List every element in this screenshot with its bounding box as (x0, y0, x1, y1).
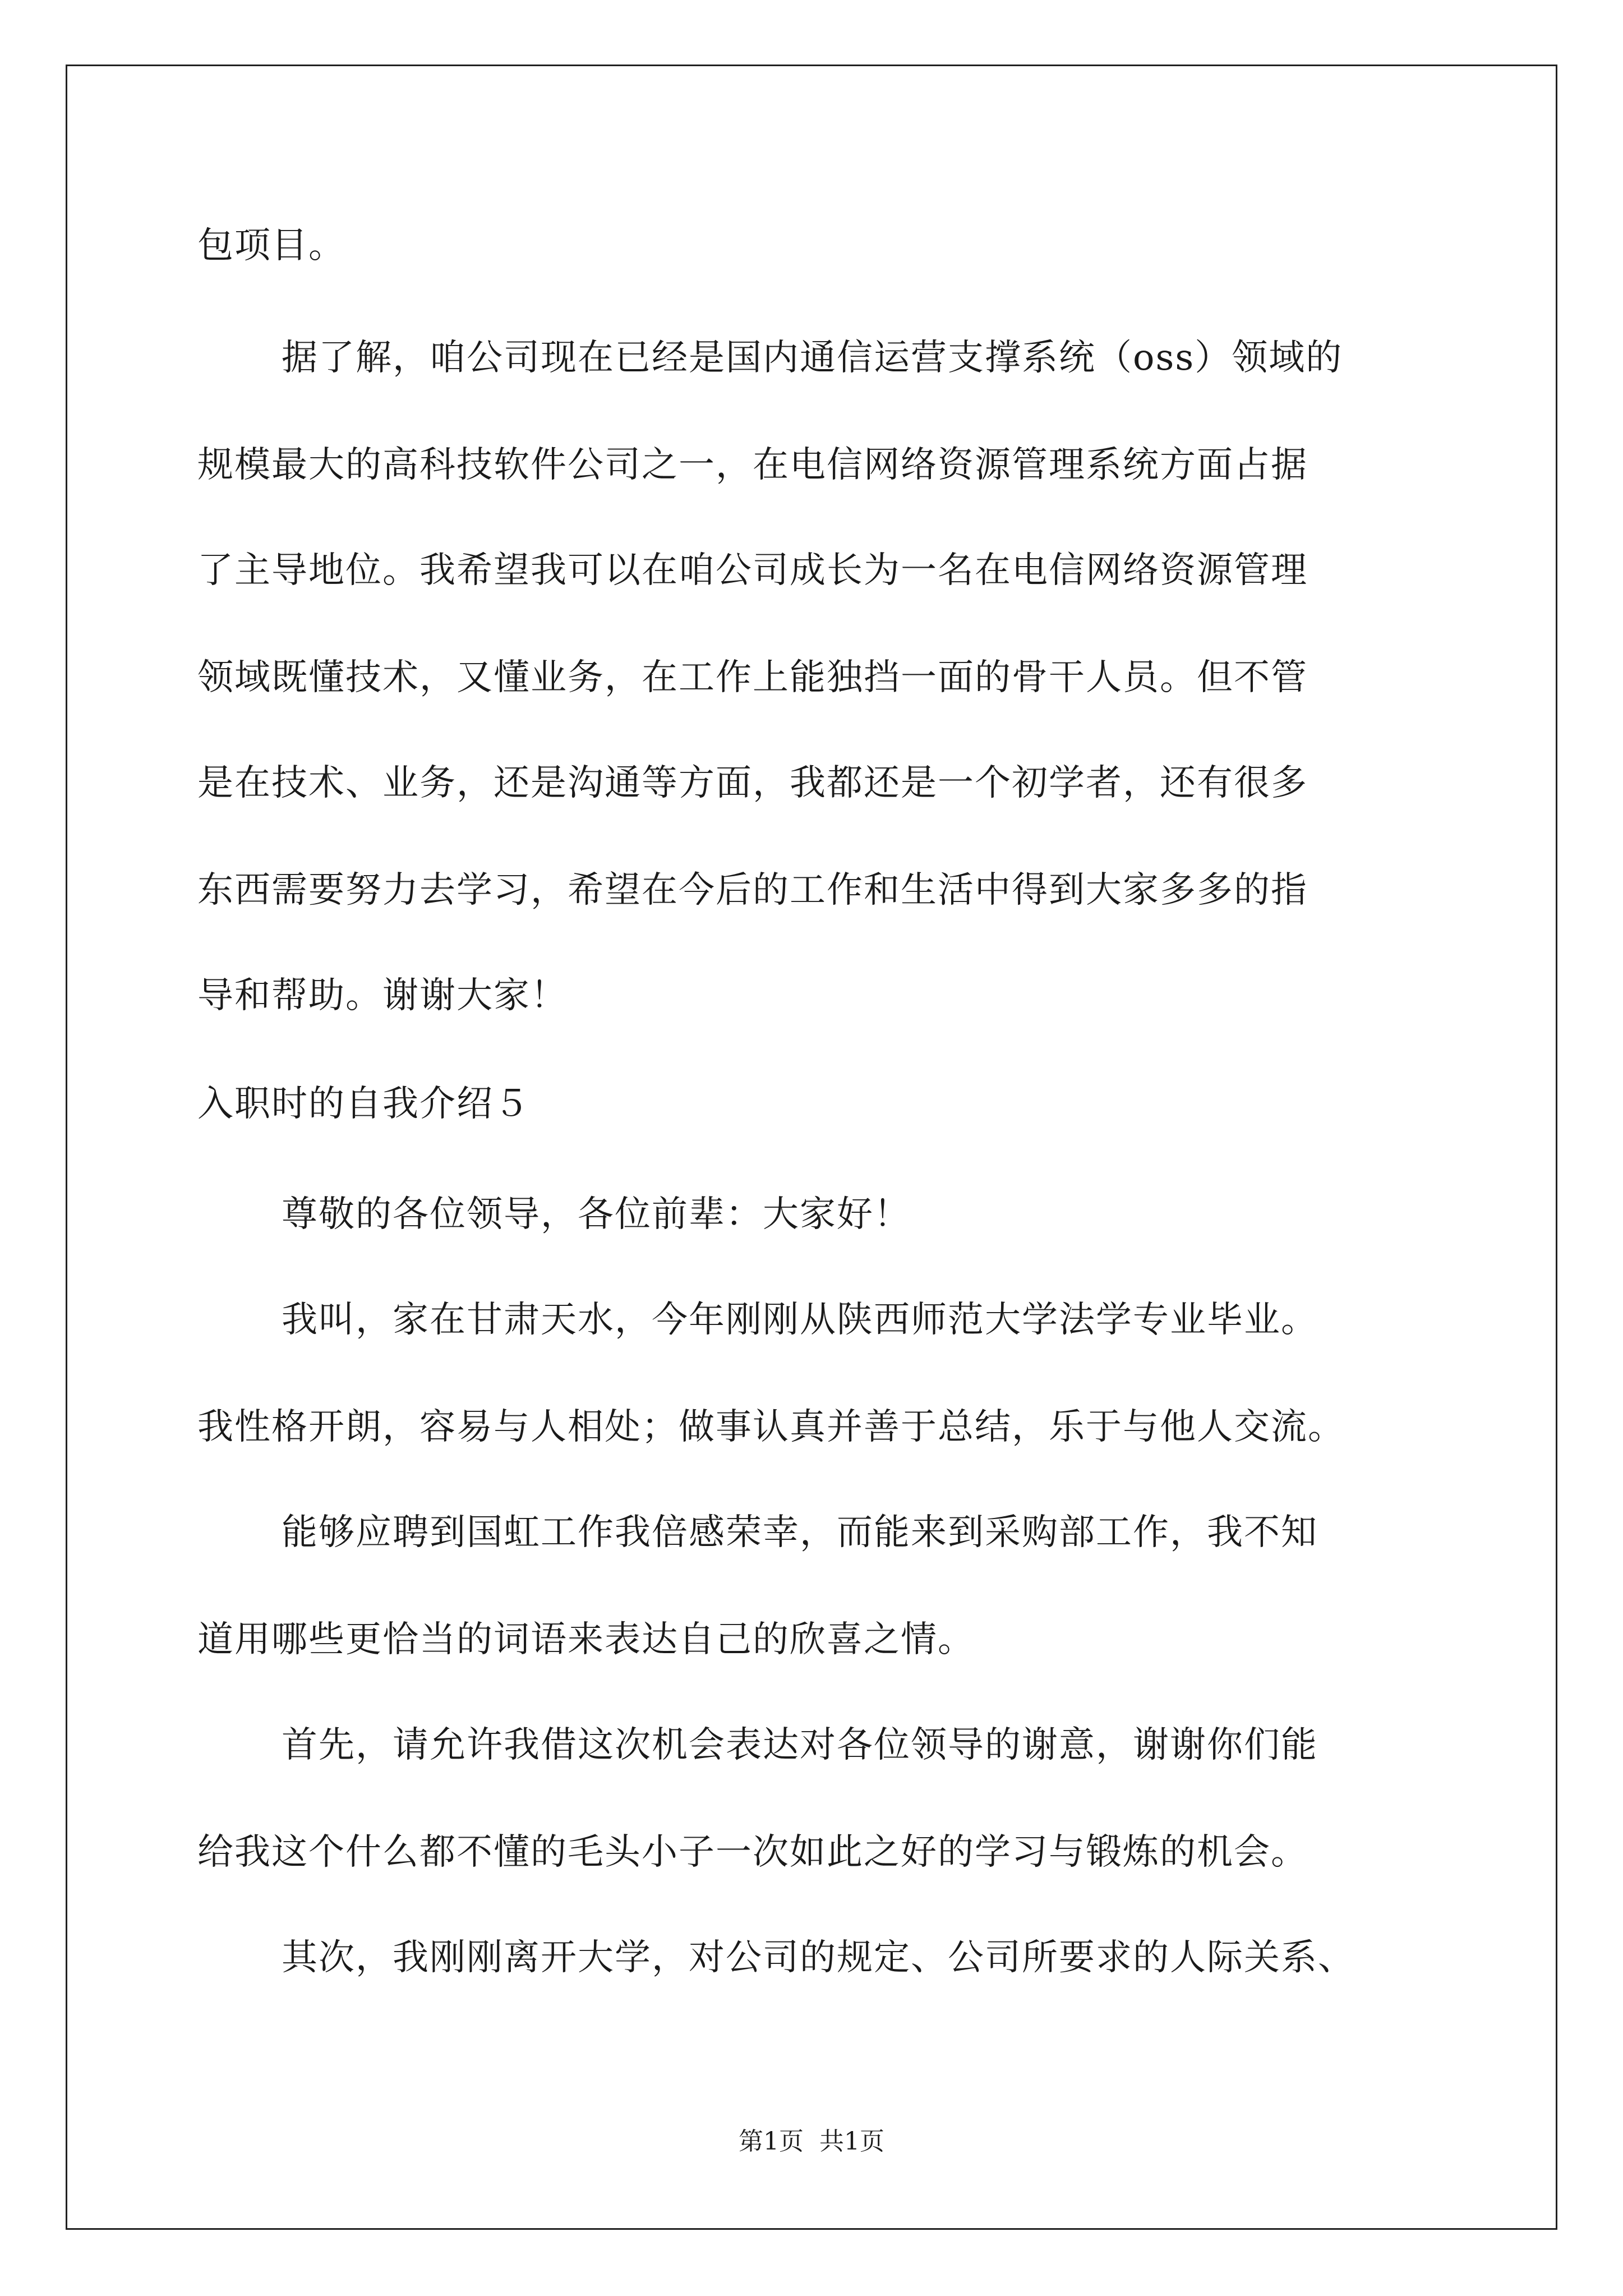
paragraph-start-line: 首先，请允许我借这次机会表达对各位领导的谢意，谢谢你们能 (282, 1724, 1318, 1766)
page-border (66, 65, 1557, 2230)
text-line: 东西需要努力去学习，希望在今后的工作和生活中得到大家多多的指 (197, 869, 1308, 911)
text-line: 导和帮助。谢谢大家！ (197, 975, 568, 1016)
paragraph-start-line: 据了解，咱公司现在已经是国内通信运营支撑系统（oss）领域的 (282, 337, 1343, 379)
paragraph-start-line: 其次，我刚刚离开大学，对公司的规定、公司所要求的人际关系、 (282, 1937, 1355, 1978)
text-line: 是在技术、业务，还是沟通等方面，我都还是一个初学者，还有很多 (197, 762, 1308, 804)
text-line: 了主导地位。我希望我可以在咱公司成长为一名在电信网络资源管理 (197, 550, 1308, 591)
text-line: 领域既懂技术，又懂业务，在工作上能独挡一面的骨干人员。但不管 (197, 657, 1308, 698)
text-line: 道用哪些更恰当的词语来表达自己的欣喜之情。 (197, 1619, 975, 1660)
section-heading: 入职时的自我介绍５ (197, 1083, 531, 1125)
greeting-line: 尊敬的各位领导，各位前辈：大家好！ (282, 1194, 911, 1235)
text-line: 包项目。 (197, 225, 345, 266)
text-line: 我性格开朗，容易与人相处；做事认真并善于总结，乐于与他人交流。 (197, 1406, 1345, 1448)
text-line: 规模最大的高科技软件公司之一，在电信网络资源管理系统方面占据 (197, 444, 1308, 486)
page-footer: 第1页 共1页 (739, 2127, 884, 2156)
paragraph-start-line: 我叫，家在甘肃天水，今年刚刚从陕西师范大学法学专业毕业。 (282, 1299, 1318, 1341)
text-line: 给我这个什么都不懂的毛头小子一次如此之好的学习与锻炼的机会。 (197, 1832, 1308, 1873)
paragraph-start-line: 能够应聘到国虹工作我倍感荣幸，而能来到采购部工作，我不知 (282, 1512, 1318, 1553)
